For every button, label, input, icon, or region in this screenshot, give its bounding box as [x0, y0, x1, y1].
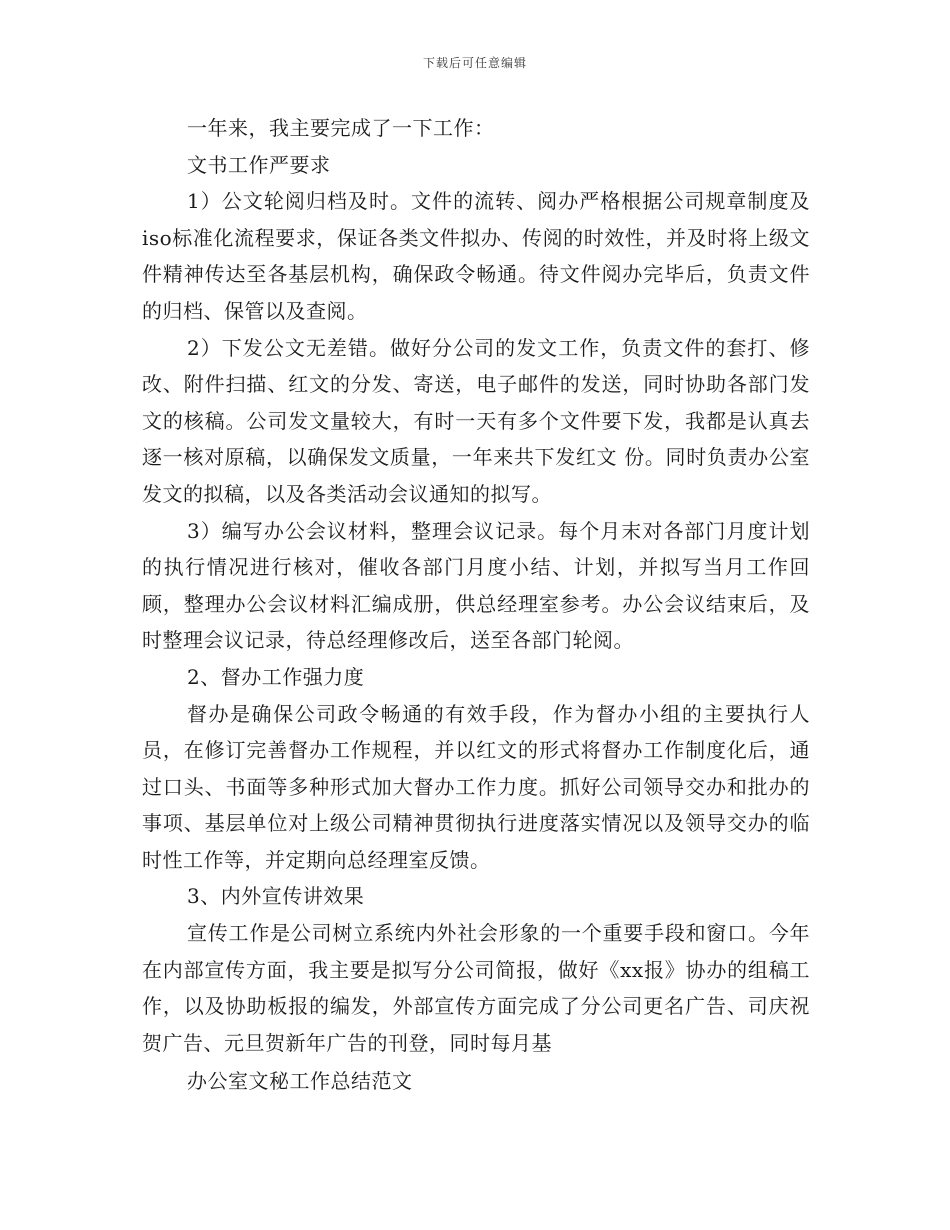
- section-heading-documents: 文书工作严要求: [187, 152, 331, 177]
- document-title-footer: 办公室文秘工作总结范文: [187, 1069, 413, 1094]
- paragraph-item-2: 2）下发公文无差错。做好分公司的发文工作，负责文件的套打、修改、附件扫描、红文的分发、寄送，电子邮件的发送，同时协助各部门发文的核稿。公司发文量较大，有时一天有多个文件要下发，我都是认真去逐一核对原稿，以确保发文质量，一年来共下发红文 份。同时负责办公室发文的拟稿，以及各类活动会议通知的拟写。: [142, 335, 810, 506]
- section-heading-supervision: 2、督办工作强力度: [187, 664, 365, 689]
- section-heading-publicity: 3、内外宣传讲效果: [187, 884, 365, 909]
- paragraph-supervision: 督办是确保公司政令畅通的有效手段，作为督办小组的主要执行人员，在修订完善督办工作规程，并以红文的形式将督办工作制度化后，通过口头、书面等多种形式加大督办工作力度。抓好公司领导交办和批办的事项、基层单位对上级公司精神贯彻执行进度落实情况以及领导交办的临时性工作等，并定期向总经理室反馈。: [142, 701, 810, 872]
- document-body: [142, 110, 810, 1100]
- intro-paragraph: 一年来，我主要完成了一下工作：: [187, 116, 495, 140]
- page-header-note: 下载后可任意编辑: [422, 56, 527, 70]
- paragraph-item-1: 1）公文轮阅归档及时。文件的流转、阅办严格根据公司规章制度及iso标准化流程要求，保证各类文件拟办、传阅的时效性，并及时将上级文件精神传达至各基层机构，确保政令畅通。待文件阅办完毕后，负责文件的归档、保管以及查阅。: [142, 189, 810, 323]
- paragraph-item-3: 3）编写办公会议材料，整理会议记录。每个月末对各部门月度计划的执行情况进行核对，催收各部门月度小结、计划，并拟写当月工作回顾，整理办公会议材料汇编成册，供总经理室参考。办公会议结束后，及时整理会议记录，待总经理修改后，送至各部门轮阅。: [142, 518, 810, 653]
- paragraph-publicity: 宣传工作是公司树立系统内外社会形象的一个重要手段和窗口。今年在内部宣传方面，我主要是拟写分公司简报，做好《xx报》协办的组稿工作，以及协助板报的编发，外部宣传方面完成了分公司更名广告、司庆祝贺广告、元旦贺新年广告的刊登，同时每月基: [142, 921, 810, 1055]
